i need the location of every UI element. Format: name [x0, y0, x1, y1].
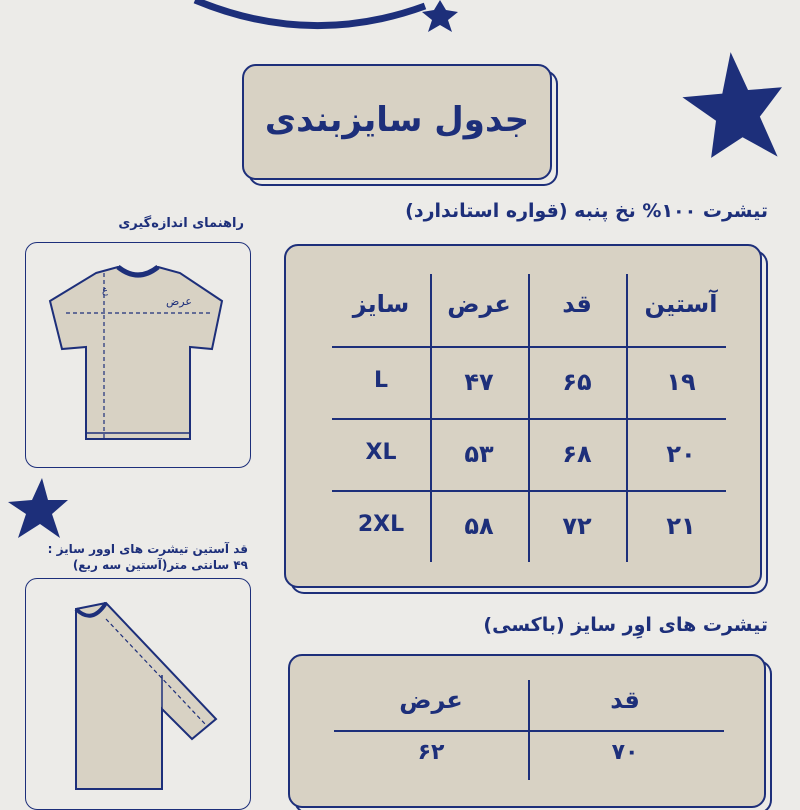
- star-icon: [6, 476, 70, 542]
- page-title: جدول سایزبندی: [264, 100, 530, 140]
- star-icon: [422, 0, 458, 32]
- header-width: عرض: [399, 686, 463, 714]
- standard-size-table: [284, 244, 762, 588]
- header-size: سایز: [352, 290, 410, 318]
- table-cell: ۶۲: [417, 740, 445, 765]
- table-cell: 2XL: [357, 512, 405, 537]
- tshirt-front-illustration: [26, 243, 250, 467]
- table-cell: ۷۰: [611, 740, 639, 765]
- sleeve-note-line2: ۴۹ سانتی متر(آستین سه ربع): [72, 558, 248, 572]
- header-length: قد: [562, 290, 592, 318]
- table-cell: ۲۱: [666, 512, 696, 540]
- table-cell: ۶۵: [562, 368, 592, 396]
- table-cell: ۷۲: [562, 512, 592, 540]
- guide-heading: راهنمای اندازه‌گیری: [118, 216, 244, 231]
- table-cell: ۴۷: [464, 368, 494, 396]
- table-cell: ۱۹: [666, 368, 696, 396]
- svg-text:ع: ع: [102, 285, 108, 296]
- title-card: [242, 64, 552, 180]
- header-width: عرض: [447, 290, 511, 318]
- oversize-size-table: [288, 654, 766, 808]
- tshirt-side-illustration: [26, 579, 250, 801]
- table-cell: ۲۰: [666, 440, 696, 468]
- header-sleeve: آستین: [644, 290, 718, 318]
- table-cell: ۵۳: [464, 440, 494, 468]
- standard-heading: تیشرت ۱۰۰% نخ پنبه (قواره استاندارد): [405, 200, 768, 222]
- header-length: قد: [610, 686, 640, 714]
- sleeve-note-line1: قد آستین تیشرت های اوور سایز :: [47, 542, 248, 556]
- table-cell: XL: [365, 440, 397, 465]
- table-cell: ۵۸: [464, 512, 494, 540]
- oversize-heading: تیشرت های اوِر سایز (باکسی): [483, 614, 768, 636]
- table-cell: ۶۸: [562, 440, 592, 468]
- width-label: عرض: [166, 295, 192, 308]
- sleeve-guide-panel: [25, 578, 251, 810]
- table-cell: L: [373, 368, 389, 393]
- star-icon: [680, 50, 790, 165]
- top-swoosh-decoration: [190, 0, 480, 40]
- measurement-guide-panel: [25, 242, 251, 468]
